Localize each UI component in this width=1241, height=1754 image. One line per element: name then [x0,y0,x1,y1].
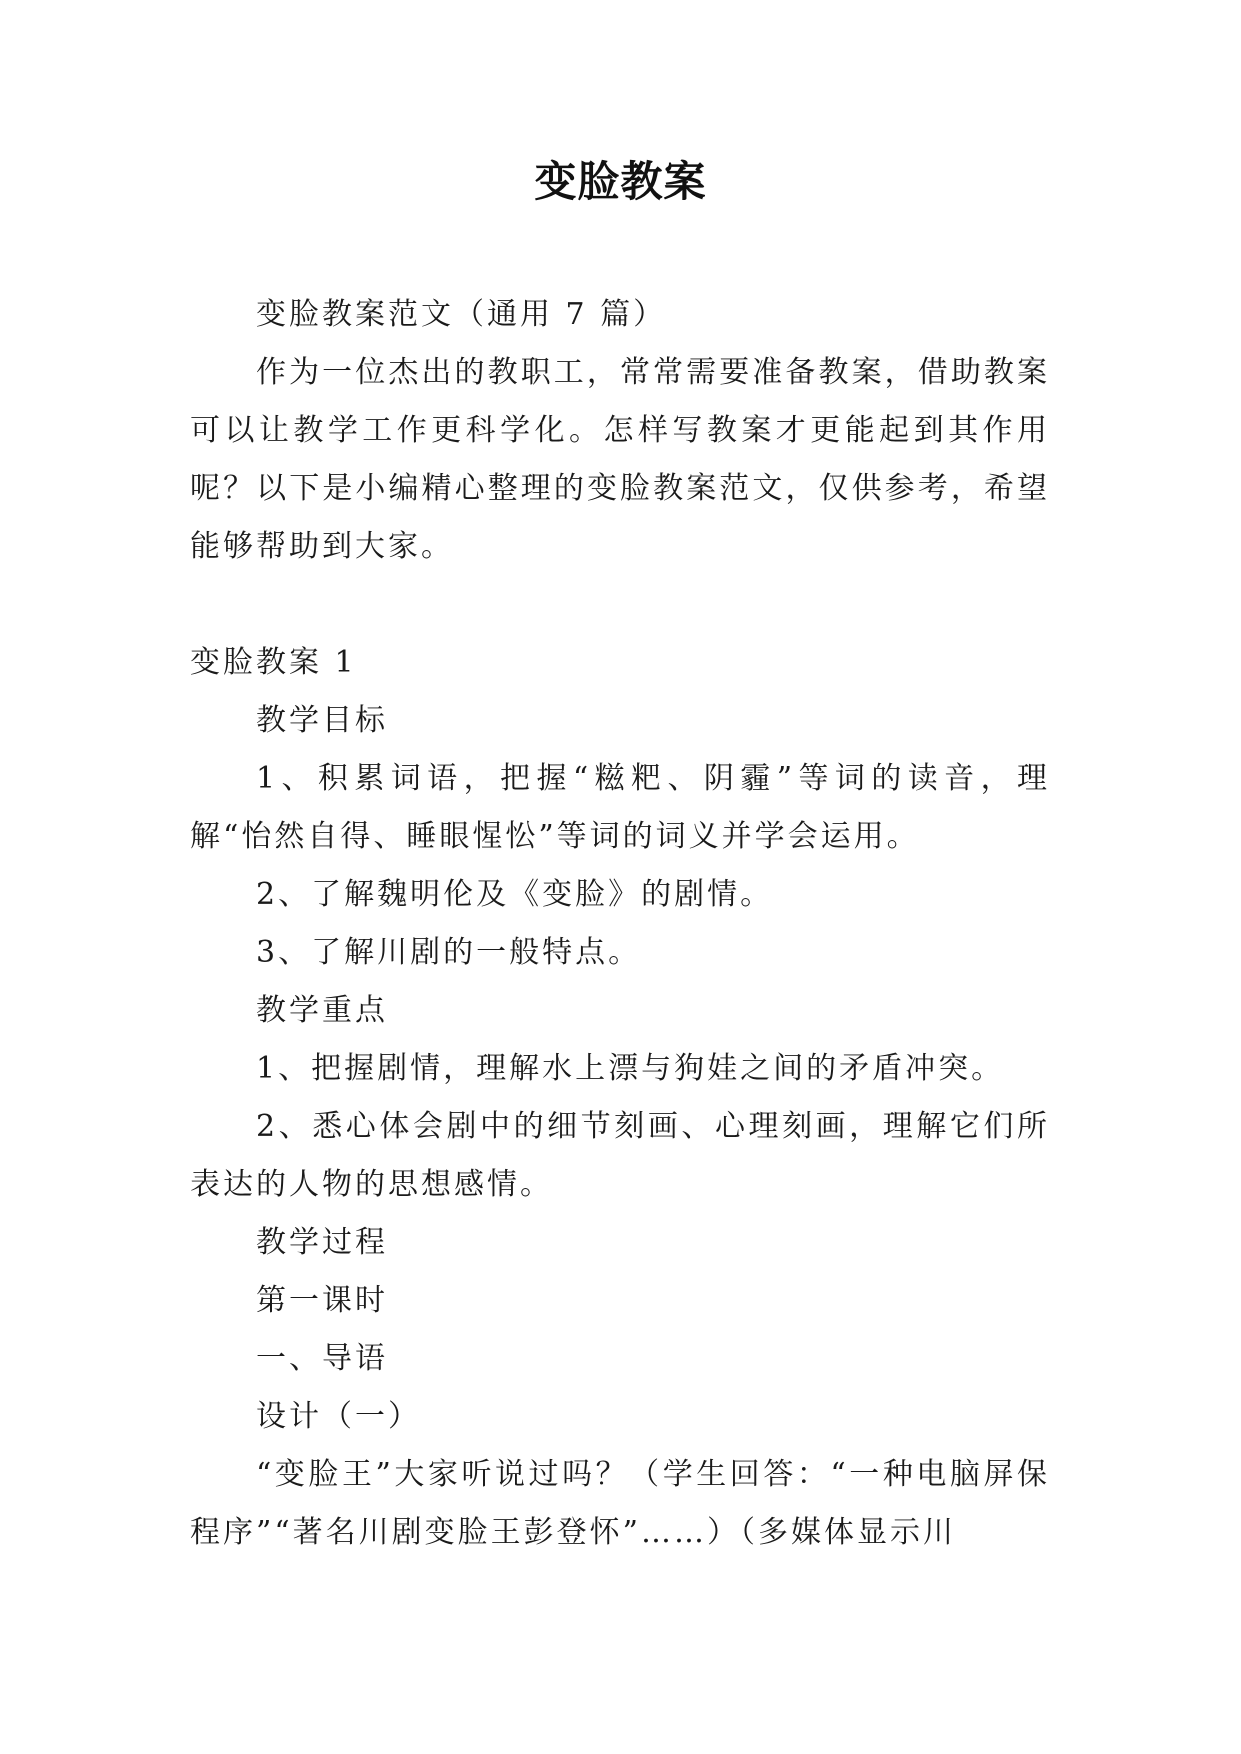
document-body [190,286,1050,1562]
document-title: 变脸教案 [534,157,707,206]
paragraph-gap [190,576,1050,634]
goal-item-3: 3、了解川剧的一般特点。 [256,935,642,970]
heading-teaching-process: 教学过程 [256,1225,388,1260]
heading-teaching-goals: 教学目标 [256,703,388,738]
paragraph-subtitle: 变脸教案范文（通用 7 篇） [256,297,667,332]
heading-design-one: 设计（一） [256,1399,421,1434]
section-heading: 变脸教案 1 [190,645,357,680]
heading-teaching-focus: 教学重点 [256,993,388,1028]
focus-item-2: 2、悉心体会剧中的细节刻画、心理刻画，理解它们所表达的人物的思想感情。 [190,1109,1050,1202]
goal-item-1: 1、积累词语，把握“糍粑、阴霾”等词的读音，理解“怡然自得、睡眼惺忪”等词的词义并学会运用。 [190,761,1050,854]
heading-introduction: 一、导语 [256,1341,388,1376]
focus-item-1: 1、把握剧情，理解水上漂与狗娃之间的矛盾冲突。 [256,1051,1005,1086]
paragraph-design-text: “变脸王”大家听说过吗？（学生回答：“一种电脑屏保程序”“著名川剧变脸王彭登怀”……）（多媒体显示川 [190,1457,1050,1550]
heading-first-lesson: 第一课时 [256,1283,388,1318]
goal-item-2: 2、了解魏明伦及《变脸》的剧情。 [256,877,774,912]
paragraph-intro: 作为一位杰出的教职工，常常需要准备教案，借助教案可以让教学工作更科学化。怎样写教案才更能起到其作用呢？以下是小编精心整理的变脸教案范文，仅供参考，希望能够帮助到大家。 [190,355,1050,564]
